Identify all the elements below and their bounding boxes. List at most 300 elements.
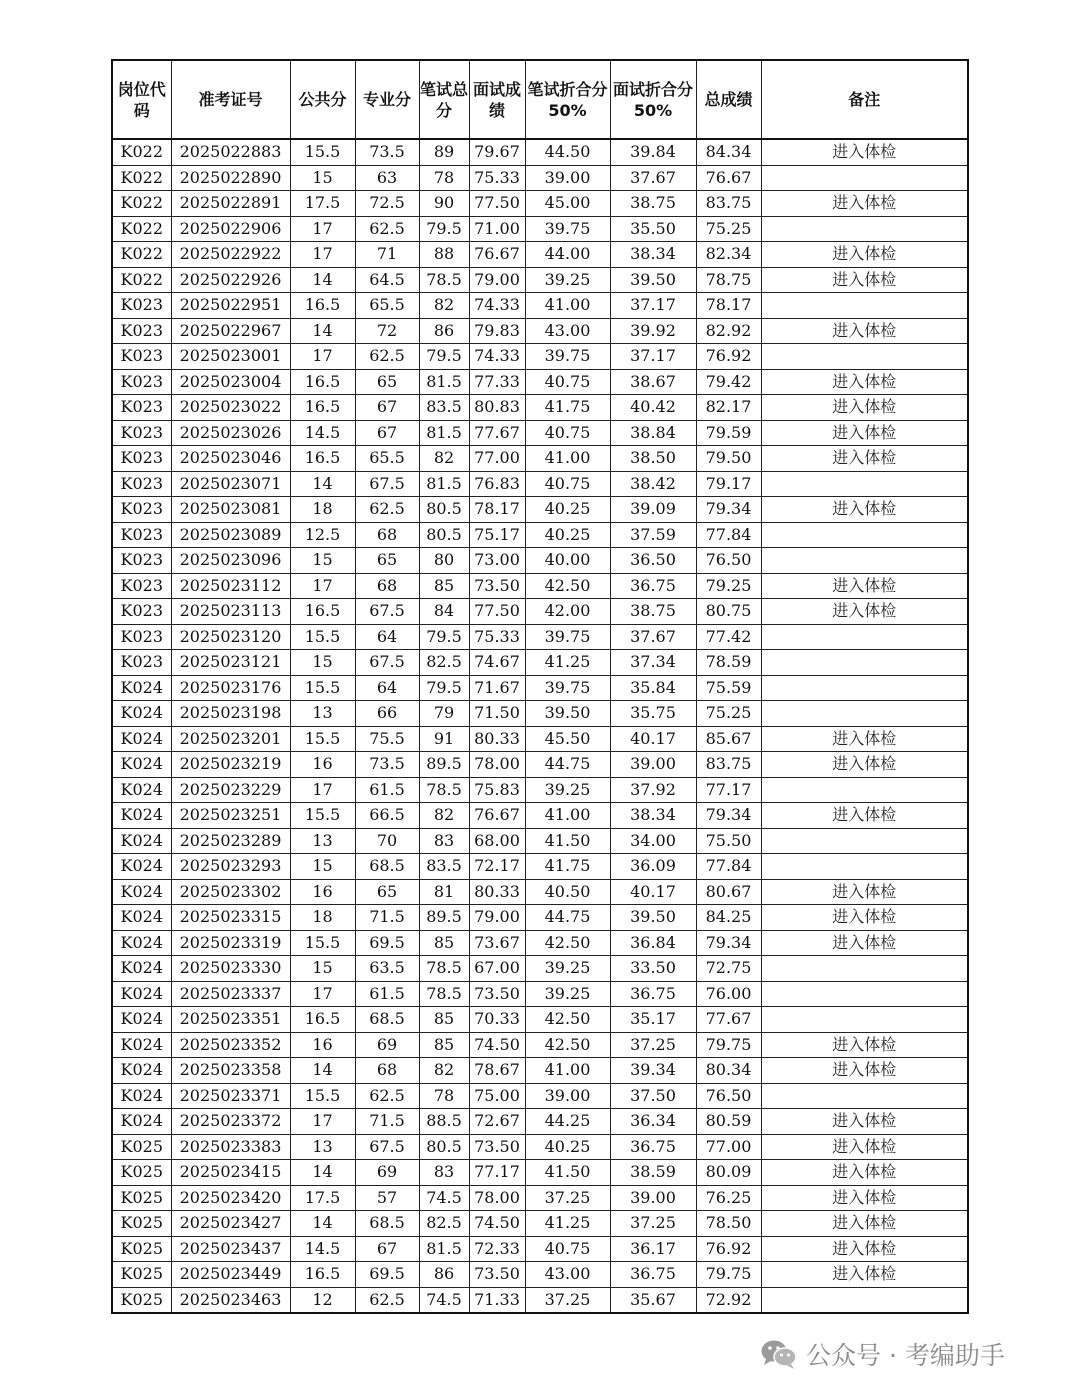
cell-written-total: 82 <box>419 293 469 319</box>
cell-total-score: 79.59 <box>696 420 761 446</box>
header-written-total: 笔试总分 <box>419 60 469 139</box>
cell-public-score: 14.5 <box>290 1236 355 1262</box>
cell-major-score: 67 <box>355 395 419 421</box>
cell-public-score: 13 <box>290 828 355 854</box>
cell-exam-number: 2025023351 <box>171 1007 290 1033</box>
cell-total-score: 78.75 <box>696 267 761 293</box>
cell-public-score: 14 <box>290 1058 355 1084</box>
cell-interview-score: 80.33 <box>469 726 525 752</box>
cell-public-score: 15 <box>290 650 355 676</box>
cell-total-score: 80.59 <box>696 1109 761 1135</box>
cell-written-total: 83.5 <box>419 395 469 421</box>
table-row <box>112 446 968 472</box>
cell-major-score: 70 <box>355 828 419 854</box>
cell-post-code: K023 <box>112 293 171 319</box>
cell-post-code: K023 <box>112 573 171 599</box>
cell-written-converted: 41.00 <box>525 803 610 829</box>
cell-public-score: 17 <box>290 344 355 370</box>
cell-exam-number: 2025023372 <box>171 1109 290 1135</box>
cell-public-score: 17 <box>290 242 355 268</box>
cell-written-converted: 41.00 <box>525 293 610 319</box>
cell-exam-number: 2025023371 <box>171 1083 290 1109</box>
cell-interview-converted: 37.25 <box>610 1211 696 1237</box>
table-row <box>112 803 968 829</box>
cell-major-score: 73.5 <box>355 752 419 778</box>
cell-written-converted: 44.75 <box>525 752 610 778</box>
cell-public-score: 16 <box>290 752 355 778</box>
cell-interview-score: 78.67 <box>469 1058 525 1084</box>
table-row <box>112 165 968 191</box>
cell-total-score: 79.75 <box>696 1032 761 1058</box>
cell-exam-number: 2025023427 <box>171 1211 290 1237</box>
cell-post-code: K024 <box>112 777 171 803</box>
cell-written-total: 82 <box>419 446 469 472</box>
table-body <box>112 139 968 1313</box>
cell-post-code: K023 <box>112 344 171 370</box>
cell-interview-score: 79.83 <box>469 318 525 344</box>
cell-interview-converted: 36.09 <box>610 854 696 880</box>
cell-interview-converted: 36.50 <box>610 548 696 574</box>
cell-post-code: K024 <box>112 905 171 931</box>
cell-exam-number: 2025022891 <box>171 191 290 217</box>
cell-interview-score: 77.33 <box>469 369 525 395</box>
cell-exam-number: 2025022926 <box>171 267 290 293</box>
cell-written-total: 89 <box>419 139 469 165</box>
watermark <box>760 1336 1005 1372</box>
cell-interview-score: 78.00 <box>469 752 525 778</box>
cell-major-score: 72 <box>355 318 419 344</box>
cell-written-total: 79.5 <box>419 675 469 701</box>
cell-interview-converted: 39.92 <box>610 318 696 344</box>
cell-major-score: 71.5 <box>355 1109 419 1135</box>
cell-written-converted: 45.00 <box>525 191 610 217</box>
cell-interview-converted: 38.34 <box>610 803 696 829</box>
cell-post-code: K024 <box>112 701 171 727</box>
cell-post-code: K023 <box>112 446 171 472</box>
cell-total-score: 75.25 <box>696 701 761 727</box>
cell-exam-number: 2025023315 <box>171 905 290 931</box>
table-row <box>112 191 968 217</box>
cell-note: 进入体检 <box>761 420 968 446</box>
cell-post-code: K025 <box>112 1287 171 1313</box>
cell-interview-converted: 36.75 <box>610 981 696 1007</box>
cell-total-score: 82.92 <box>696 318 761 344</box>
cell-exam-number: 2025023081 <box>171 497 290 523</box>
cell-public-score: 15.5 <box>290 726 355 752</box>
cell-post-code: K025 <box>112 1236 171 1262</box>
cell-major-score: 67.5 <box>355 650 419 676</box>
cell-written-converted: 42.50 <box>525 1032 610 1058</box>
cell-major-score: 69.5 <box>355 930 419 956</box>
cell-major-score: 67.5 <box>355 471 419 497</box>
cell-major-score: 65.5 <box>355 293 419 319</box>
cell-public-score: 15 <box>290 548 355 574</box>
cell-total-score: 76.25 <box>696 1185 761 1211</box>
cell-note: 进入体检 <box>761 905 968 931</box>
cell-interview-score: 72.17 <box>469 854 525 880</box>
cell-major-score: 68.5 <box>355 1007 419 1033</box>
cell-written-converted: 39.25 <box>525 267 610 293</box>
cell-interview-converted: 37.59 <box>610 522 696 548</box>
table-row <box>112 139 968 165</box>
cell-written-total: 80.5 <box>419 1134 469 1160</box>
cell-public-score: 14 <box>290 1211 355 1237</box>
cell-post-code: K023 <box>112 624 171 650</box>
cell-post-code: K025 <box>112 1211 171 1237</box>
cell-post-code: K024 <box>112 879 171 905</box>
cell-post-code: K023 <box>112 650 171 676</box>
cell-written-converted: 43.00 <box>525 1262 610 1288</box>
cell-public-score: 15.5 <box>290 803 355 829</box>
cell-interview-score: 73.67 <box>469 930 525 956</box>
cell-public-score: 15 <box>290 165 355 191</box>
cell-note <box>761 956 968 982</box>
cell-note <box>761 522 968 548</box>
cell-written-total: 78.5 <box>419 956 469 982</box>
table-row <box>112 344 968 370</box>
cell-written-converted: 44.00 <box>525 242 610 268</box>
table-row <box>112 522 968 548</box>
cell-public-score: 18 <box>290 905 355 931</box>
cell-exam-number: 2025022951 <box>171 293 290 319</box>
cell-total-score: 77.67 <box>696 1007 761 1033</box>
cell-note <box>761 701 968 727</box>
cell-post-code: K022 <box>112 165 171 191</box>
cell-written-total: 79.5 <box>419 216 469 242</box>
cell-public-score: 13 <box>290 1134 355 1160</box>
watermark-text: 公众号 · 考编助手 <box>806 1341 1005 1370</box>
cell-note: 进入体检 <box>761 1134 968 1160</box>
cell-interview-score: 71.50 <box>469 701 525 727</box>
cell-interview-score: 71.33 <box>469 1287 525 1313</box>
cell-major-score: 69 <box>355 1032 419 1058</box>
table-row <box>112 267 968 293</box>
cell-total-score: 78.17 <box>696 293 761 319</box>
cell-written-total: 85 <box>419 930 469 956</box>
cell-interview-score: 71.67 <box>469 675 525 701</box>
table-row <box>112 1032 968 1058</box>
cell-exam-number: 2025023089 <box>171 522 290 548</box>
cell-interview-score: 72.67 <box>469 1109 525 1135</box>
cell-written-converted: 39.25 <box>525 956 610 982</box>
cell-note: 进入体检 <box>761 1262 968 1288</box>
cell-major-score: 57 <box>355 1185 419 1211</box>
cell-note: 进入体检 <box>761 267 968 293</box>
cell-written-converted: 39.00 <box>525 1083 610 1109</box>
cell-interview-score: 79.00 <box>469 267 525 293</box>
cell-public-score: 16.5 <box>290 395 355 421</box>
cell-interview-score: 75.83 <box>469 777 525 803</box>
cell-public-score: 15.5 <box>290 139 355 165</box>
cell-total-score: 82.17 <box>696 395 761 421</box>
cell-interview-score: 75.00 <box>469 1083 525 1109</box>
cell-written-converted: 42.50 <box>525 1007 610 1033</box>
cell-total-score: 84.34 <box>696 139 761 165</box>
header-row <box>112 60 968 139</box>
cell-written-total: 82.5 <box>419 650 469 676</box>
cell-major-score: 63.5 <box>355 956 419 982</box>
cell-major-score: 65 <box>355 548 419 574</box>
cell-written-converted: 39.00 <box>525 165 610 191</box>
cell-interview-converted: 38.67 <box>610 369 696 395</box>
cell-public-score: 15 <box>290 956 355 982</box>
table-row <box>112 216 968 242</box>
cell-exam-number: 2025023383 <box>171 1134 290 1160</box>
cell-total-score: 80.75 <box>696 599 761 625</box>
cell-interview-score: 67.00 <box>469 956 525 982</box>
cell-total-score: 84.25 <box>696 905 761 931</box>
cell-interview-converted: 37.67 <box>610 165 696 191</box>
cell-public-score: 15.5 <box>290 1083 355 1109</box>
cell-post-code: K023 <box>112 318 171 344</box>
cell-major-score: 62.5 <box>355 1287 419 1313</box>
cell-note: 进入体检 <box>761 318 968 344</box>
cell-exam-number: 2025023352 <box>171 1032 290 1058</box>
cell-major-score: 62.5 <box>355 1083 419 1109</box>
cell-major-score: 68 <box>355 1058 419 1084</box>
table-row <box>112 752 968 778</box>
cell-major-score: 68 <box>355 573 419 599</box>
cell-note: 进入体检 <box>761 1058 968 1084</box>
cell-public-score: 13 <box>290 701 355 727</box>
cell-note <box>761 293 968 319</box>
cell-major-score: 67 <box>355 420 419 446</box>
header-written-converted: 笔试折合分50% <box>525 60 610 139</box>
cell-written-converted: 40.25 <box>525 522 610 548</box>
cell-major-score: 67 <box>355 1236 419 1262</box>
table-row <box>112 726 968 752</box>
cell-interview-converted: 39.50 <box>610 267 696 293</box>
cell-written-total: 89.5 <box>419 752 469 778</box>
cell-written-converted: 39.25 <box>525 777 610 803</box>
table-row <box>112 1185 968 1211</box>
cell-written-total: 83 <box>419 828 469 854</box>
cell-written-converted: 44.25 <box>525 1109 610 1135</box>
cell-written-converted: 42.00 <box>525 599 610 625</box>
cell-public-score: 16.5 <box>290 1007 355 1033</box>
cell-post-code: K025 <box>112 1262 171 1288</box>
cell-post-code: K023 <box>112 420 171 446</box>
cell-exam-number: 2025023293 <box>171 854 290 880</box>
cell-post-code: K025 <box>112 1134 171 1160</box>
header-note: 备注 <box>761 60 968 139</box>
cell-written-total: 86 <box>419 1262 469 1288</box>
cell-major-score: 64 <box>355 675 419 701</box>
cell-written-total: 74.5 <box>419 1185 469 1211</box>
cell-major-score: 64.5 <box>355 267 419 293</box>
cell-total-score: 76.67 <box>696 165 761 191</box>
cell-interview-converted: 37.34 <box>610 650 696 676</box>
cell-written-total: 78.5 <box>419 981 469 1007</box>
table-row <box>112 471 968 497</box>
cell-interview-score: 75.33 <box>469 624 525 650</box>
cell-total-score: 76.92 <box>696 344 761 370</box>
cell-written-converted: 41.75 <box>525 395 610 421</box>
cell-note: 进入体检 <box>761 369 968 395</box>
cell-exam-number: 2025023113 <box>171 599 290 625</box>
cell-total-score: 79.17 <box>696 471 761 497</box>
cell-exam-number: 2025023096 <box>171 548 290 574</box>
cell-interview-score: 68.00 <box>469 828 525 854</box>
cell-note <box>761 650 968 676</box>
table-header <box>112 60 968 139</box>
cell-exam-number: 2025023071 <box>171 471 290 497</box>
cell-major-score: 71.5 <box>355 905 419 931</box>
cell-written-total: 89.5 <box>419 905 469 931</box>
cell-public-score: 16.5 <box>290 1262 355 1288</box>
cell-post-code: K025 <box>112 1185 171 1211</box>
cell-note: 进入体检 <box>761 726 968 752</box>
wechat-icon <box>760 1338 798 1370</box>
cell-interview-converted: 35.75 <box>610 701 696 727</box>
header-interview-converted: 面试折合分50% <box>610 60 696 139</box>
cell-total-score: 76.50 <box>696 1083 761 1109</box>
cell-public-score: 17 <box>290 216 355 242</box>
cell-note <box>761 1007 968 1033</box>
cell-exam-number: 2025022906 <box>171 216 290 242</box>
table-row <box>112 701 968 727</box>
cell-written-converted: 41.50 <box>525 828 610 854</box>
cell-public-score: 15 <box>290 854 355 880</box>
cell-written-converted: 44.50 <box>525 139 610 165</box>
cell-post-code: K024 <box>112 675 171 701</box>
cell-written-converted: 42.50 <box>525 930 610 956</box>
table-row <box>112 650 968 676</box>
cell-written-converted: 39.75 <box>525 344 610 370</box>
cell-total-score: 77.17 <box>696 777 761 803</box>
cell-public-score: 17.5 <box>290 1185 355 1211</box>
cell-note <box>761 471 968 497</box>
cell-written-total: 83.5 <box>419 854 469 880</box>
cell-major-score: 61.5 <box>355 777 419 803</box>
cell-post-code: K024 <box>112 930 171 956</box>
cell-written-converted: 43.00 <box>525 318 610 344</box>
cell-written-total: 78.5 <box>419 267 469 293</box>
cell-exam-number: 2025023022 <box>171 395 290 421</box>
cell-note <box>761 165 968 191</box>
cell-note: 进入体检 <box>761 1160 968 1186</box>
cell-interview-converted: 37.17 <box>610 293 696 319</box>
cell-total-score: 79.34 <box>696 930 761 956</box>
cell-exam-number: 2025022922 <box>171 242 290 268</box>
cell-note <box>761 854 968 880</box>
cell-written-converted: 39.75 <box>525 675 610 701</box>
cell-interview-score: 79.00 <box>469 905 525 931</box>
cell-interview-converted: 38.84 <box>610 420 696 446</box>
header-public-score: 公共分 <box>290 60 355 139</box>
cell-written-converted: 41.25 <box>525 650 610 676</box>
cell-public-score: 15.5 <box>290 930 355 956</box>
cell-interview-score: 71.00 <box>469 216 525 242</box>
cell-written-converted: 41.75 <box>525 854 610 880</box>
cell-interview-converted: 36.75 <box>610 1134 696 1160</box>
cell-total-score: 77.84 <box>696 522 761 548</box>
cell-post-code: K022 <box>112 139 171 165</box>
cell-note: 进入体检 <box>761 497 968 523</box>
cell-post-code: K022 <box>112 216 171 242</box>
table-row <box>112 624 968 650</box>
cell-exam-number: 2025023201 <box>171 726 290 752</box>
cell-written-converted: 45.50 <box>525 726 610 752</box>
cell-total-score: 77.00 <box>696 1134 761 1160</box>
cell-major-score: 62.5 <box>355 344 419 370</box>
cell-written-converted: 40.25 <box>525 1134 610 1160</box>
cell-note <box>761 777 968 803</box>
cell-written-converted: 37.25 <box>525 1185 610 1211</box>
cell-public-score: 14 <box>290 471 355 497</box>
cell-total-score: 83.75 <box>696 191 761 217</box>
cell-written-total: 79 <box>419 701 469 727</box>
table-row <box>112 1134 968 1160</box>
cell-interview-score: 75.33 <box>469 165 525 191</box>
cell-interview-score: 80.33 <box>469 879 525 905</box>
table-row <box>112 1109 968 1135</box>
table-row <box>112 828 968 854</box>
cell-interview-converted: 37.67 <box>610 624 696 650</box>
cell-public-score: 14 <box>290 318 355 344</box>
table-row <box>112 956 968 982</box>
cell-interview-score: 75.17 <box>469 522 525 548</box>
cell-written-total: 81 <box>419 879 469 905</box>
cell-interview-score: 73.50 <box>469 1134 525 1160</box>
cell-written-total: 82 <box>419 1058 469 1084</box>
cell-interview-converted: 35.50 <box>610 216 696 242</box>
cell-note: 进入体检 <box>761 1032 968 1058</box>
cell-public-score: 15.5 <box>290 675 355 701</box>
cell-written-converted: 41.00 <box>525 1058 610 1084</box>
cell-interview-converted: 37.50 <box>610 1083 696 1109</box>
cell-exam-number: 2025023112 <box>171 573 290 599</box>
cell-interview-score: 74.33 <box>469 344 525 370</box>
cell-total-score: 77.84 <box>696 854 761 880</box>
table-row <box>112 777 968 803</box>
cell-post-code: K024 <box>112 1083 171 1109</box>
cell-interview-converted: 35.67 <box>610 1287 696 1313</box>
cell-written-total: 81.5 <box>419 420 469 446</box>
cell-total-score: 72.75 <box>696 956 761 982</box>
cell-written-converted: 41.00 <box>525 446 610 472</box>
cell-note <box>761 548 968 574</box>
cell-note: 进入体检 <box>761 395 968 421</box>
cell-major-score: 73.5 <box>355 139 419 165</box>
cell-major-score: 68.5 <box>355 1211 419 1237</box>
cell-public-score: 17 <box>290 573 355 599</box>
cell-major-score: 64 <box>355 624 419 650</box>
cell-total-score: 83.75 <box>696 752 761 778</box>
table-row <box>112 1236 968 1262</box>
cell-exam-number: 2025023330 <box>171 956 290 982</box>
cell-interview-score: 74.50 <box>469 1032 525 1058</box>
cell-public-score: 17.5 <box>290 191 355 217</box>
cell-interview-converted: 35.84 <box>610 675 696 701</box>
cell-public-score: 17 <box>290 777 355 803</box>
cell-interview-converted: 34.00 <box>610 828 696 854</box>
cell-note: 进入体检 <box>761 879 968 905</box>
cell-total-score: 79.75 <box>696 1262 761 1288</box>
cell-written-total: 74.5 <box>419 1287 469 1313</box>
cell-written-total: 80.5 <box>419 522 469 548</box>
cell-written-total: 86 <box>419 318 469 344</box>
cell-total-score: 80.67 <box>696 879 761 905</box>
cell-major-score: 75.5 <box>355 726 419 752</box>
cell-interview-score: 77.50 <box>469 599 525 625</box>
cell-exam-number: 2025023001 <box>171 344 290 370</box>
table-row <box>112 1007 968 1033</box>
table-row <box>112 1160 968 1186</box>
cell-interview-score: 77.67 <box>469 420 525 446</box>
cell-written-converted: 44.75 <box>525 905 610 931</box>
cell-post-code: K022 <box>112 267 171 293</box>
